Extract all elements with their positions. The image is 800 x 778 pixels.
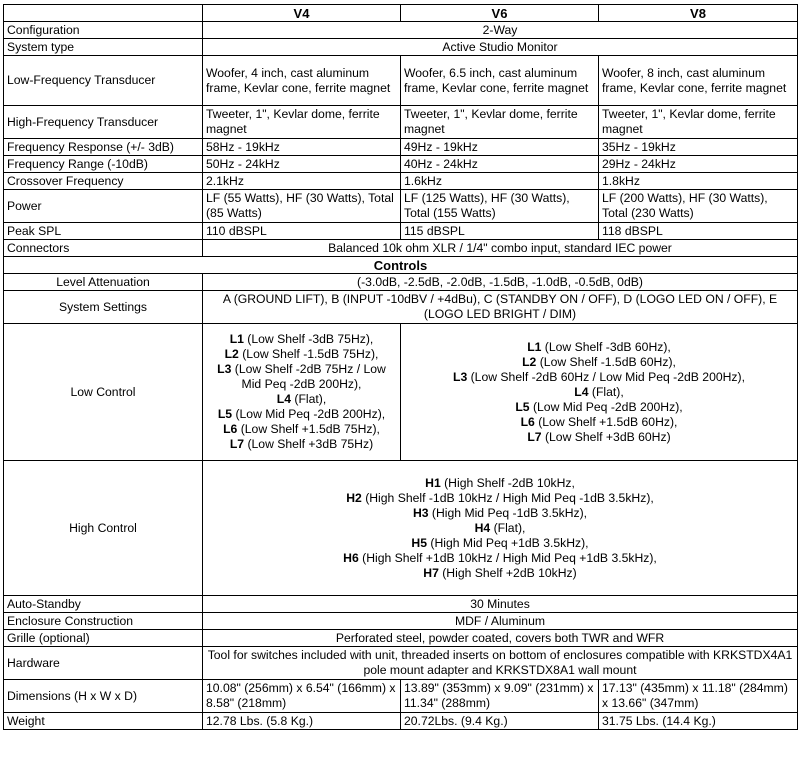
control-code: L2	[224, 347, 239, 361]
row-value-v4: Tweeter, 1", Kevlar dome, ferrite magnet	[203, 106, 401, 139]
low-control-v4	[203, 324, 401, 461]
control-code: H7	[423, 565, 439, 580]
row-label: Hardware	[4, 647, 203, 680]
control-option	[206, 536, 794, 551]
row-value-all: 2-Way	[203, 22, 798, 39]
control-code: L6	[223, 422, 238, 436]
row-value-all: Active Studio Monitor	[203, 39, 798, 56]
control-desc: (Low Shelf -1.5dB 60Hz),	[536, 354, 676, 369]
row-value-v4: 58Hz - 19kHz	[203, 139, 401, 156]
row-value-v4: 50Hz - 24kHz	[203, 156, 401, 173]
row-label: Configuration	[4, 22, 203, 39]
spec-row	[4, 240, 798, 257]
control-option	[206, 392, 397, 407]
row-label: Low-Frequency Transducer	[4, 56, 203, 106]
spec-row	[4, 613, 798, 630]
control-option	[206, 551, 794, 566]
level-attenuation-label: Level Attenuation	[4, 274, 203, 291]
header-model-v6: V6	[401, 5, 599, 22]
control-option	[404, 385, 794, 400]
row-value-v4: 2.1kHz	[203, 173, 401, 190]
control-option	[404, 340, 794, 355]
control-desc: (High Shelf +1dB 10kHz / High Mid Peq +1dB 3.5kHz),	[358, 550, 657, 565]
high-control-label: High Control	[4, 461, 203, 596]
row-value-v4: 110 dBSPL	[203, 223, 401, 240]
control-option	[206, 347, 397, 362]
control-option	[206, 422, 397, 437]
spec-row	[4, 647, 798, 680]
row-value-v6: 13.89" (353mm) x 9.09" (231mm) x 11.34" (288mm)	[401, 680, 599, 713]
system-settings-label: System Settings	[4, 291, 203, 324]
system-settings-value: A (GROUND LIFT), B (INPUT -10dBV / +4dBu), C (STANDBY ON / OFF), D (LOGO LED ON / OFF), E (LOGO LED BRIGHT / DIM)	[203, 291, 798, 324]
spec-row	[4, 56, 798, 106]
control-option	[206, 521, 794, 536]
control-code: H6	[343, 550, 359, 565]
control-option	[206, 362, 397, 392]
row-value-v8: 118 dBSPL	[599, 223, 798, 240]
level-attenuation-value: (-3.0dB, -2.5dB, -2.0dB, -1.5dB, -1.0dB, -0.5dB, 0dB)	[203, 274, 798, 291]
spec-row	[4, 106, 798, 139]
row-label: Crossover Frequency	[4, 173, 203, 190]
controls-section-row	[4, 257, 798, 274]
row-value-all: MDF / Aluminum	[203, 613, 798, 630]
control-option	[404, 415, 794, 430]
row-label: Auto-Standby	[4, 596, 203, 613]
control-option	[206, 506, 794, 521]
row-value-v8: 35Hz - 19kHz	[599, 139, 798, 156]
control-desc: (Low Shelf +1.5dB 75Hz),	[237, 422, 380, 436]
spec-row	[4, 713, 798, 730]
control-desc: (Low Shelf +3dB 60Hz)	[541, 429, 671, 444]
control-desc: (Low Shelf -3dB 75Hz),	[243, 332, 374, 346]
row-label: High-Frequency Transducer	[4, 106, 203, 139]
controls-heading: Controls	[4, 257, 798, 274]
control-desc: (Low Shelf -2dB 75Hz / Low Mid Peq -2dB 200Hz),	[231, 362, 386, 391]
control-code: L3	[217, 362, 232, 376]
high-control-values	[203, 461, 798, 596]
control-desc: (Low Mid Peq -2dB 200Hz),	[529, 399, 683, 414]
row-value-v8: Woofer, 8 inch, cast aluminum frame, Kevlar cone, ferrite magnet	[599, 56, 798, 106]
spec-row	[4, 596, 798, 613]
control-desc: (Flat),	[291, 392, 327, 406]
control-code: L5	[515, 399, 530, 414]
control-code: L4	[276, 392, 291, 406]
row-label: Connectors	[4, 240, 203, 257]
low-control-v6-v8	[401, 324, 798, 461]
control-option	[404, 400, 794, 415]
row-value-v8: 31.75 Lbs. (14.4 Kg.)	[599, 713, 798, 730]
control-code: H5	[411, 535, 428, 550]
header-model-v4: V4	[203, 5, 401, 22]
header-row	[4, 5, 798, 22]
control-option	[206, 437, 397, 452]
control-code: L4	[574, 384, 589, 399]
row-value-v8: 29Hz - 24kHz	[599, 156, 798, 173]
control-option	[206, 332, 397, 347]
spec-row	[4, 22, 798, 39]
row-value-all: Perforated steel, powder coated, covers both TWR and WFR	[203, 630, 798, 647]
control-desc: (Flat),	[490, 520, 526, 535]
spec-row	[4, 156, 798, 173]
row-value-v6: Woofer, 6.5 inch, cast aluminum frame, Kevlar cone, ferrite magnet	[401, 56, 599, 106]
spec-row	[4, 223, 798, 240]
control-option	[404, 430, 794, 445]
row-value-v6: 40Hz - 24kHz	[401, 156, 599, 173]
row-value-v6: LF (125 Watts), HF (30 Watts), Total (155 Watts)	[401, 190, 599, 223]
row-value-v8: 17.13" (435mm) x 11.18" (284mm) x 13.66" (347mm)	[599, 680, 798, 713]
control-desc: (Low Shelf -1.5dB 75Hz),	[238, 347, 379, 361]
spec-row	[4, 173, 798, 190]
row-value-all: 30 Minutes	[203, 596, 798, 613]
control-desc: (Low Shelf -2dB 60Hz / Low Mid Peq -2dB 200Hz),	[467, 369, 745, 384]
control-code: H4	[474, 520, 491, 535]
row-value-v6: Tweeter, 1", Kevlar dome, ferrite magnet	[401, 106, 599, 139]
control-desc: (High Shelf +2dB 10kHz)	[438, 565, 577, 580]
spec-table	[3, 4, 798, 730]
control-option	[404, 355, 794, 370]
row-value-v4: LF (55 Watts), HF (30 Watts), Total (85 Watts)	[203, 190, 401, 223]
row-label: Enclosure Construction	[4, 613, 203, 630]
row-value-v6: 1.6kHz	[401, 173, 599, 190]
row-value-v6: 115 dBSPL	[401, 223, 599, 240]
header-model-v8: V8	[599, 5, 798, 22]
spec-row	[4, 190, 798, 223]
spec-row	[4, 680, 798, 713]
control-code: L1	[229, 332, 244, 346]
row-label: Frequency Response (+/- 3dB)	[4, 139, 203, 156]
spec-row	[4, 630, 798, 647]
low-control-label: Low Control	[4, 324, 203, 461]
row-label: Grille (optional)	[4, 630, 203, 647]
spec-row	[4, 274, 798, 291]
row-label: Weight	[4, 713, 203, 730]
control-desc: (Flat),	[588, 384, 624, 399]
row-value-v6: 20.72Lbs. (9.4 Kg.)	[401, 713, 599, 730]
row-label: Power	[4, 190, 203, 223]
control-desc: (Low Shelf -3dB 60Hz),	[541, 339, 671, 354]
row-label: Dimensions (H x W x D)	[4, 680, 203, 713]
row-value-all: Tool for switches included with unit, threaded inserts on bottom of enclosures compatible with KRKSTDX4A1 pole mount adapter and KRKSTDX8A1 wall mount	[203, 647, 798, 680]
row-label: Frequency Range (-10dB)	[4, 156, 203, 173]
spec-row	[4, 291, 798, 324]
control-option	[404, 370, 794, 385]
row-value-v4: 12.78 Lbs. (5.8 Kg.)	[203, 713, 401, 730]
row-label: Peak SPL	[4, 223, 203, 240]
row-value-all: Balanced 10k ohm XLR / 1/4" combo input, standard IEC power	[203, 240, 798, 257]
control-code: L1	[527, 339, 542, 354]
control-code: H3	[412, 505, 429, 520]
high-control-row	[4, 461, 798, 596]
control-desc: (High Mid Peq -1dB 3.5kHz),	[428, 505, 588, 520]
spec-row	[4, 39, 798, 56]
control-code: L7	[229, 437, 245, 451]
header-corner	[4, 5, 203, 22]
row-value-v8: 1.8kHz	[599, 173, 798, 190]
row-value-v8: Tweeter, 1", Kevlar dome, ferrite magnet	[599, 106, 798, 139]
control-desc: (High Mid Peq +1dB 3.5kHz),	[427, 535, 589, 550]
spec-row	[4, 139, 798, 156]
row-label: System type	[4, 39, 203, 56]
row-value-v6: 49Hz - 19kHz	[401, 139, 599, 156]
row-value-v4: 10.08" (256mm) x 6.54" (166mm) x 8.58" (218mm)	[203, 680, 401, 713]
control-desc: (Low Mid Peq -2dB 200Hz),	[232, 407, 386, 421]
row-value-v8: LF (200 Watts), HF (30 Watts), Total (230 Watts)	[599, 190, 798, 223]
control-code: H1	[425, 475, 441, 490]
control-code: L7	[527, 429, 542, 444]
control-code: L3	[453, 369, 468, 384]
control-desc: (Low Shelf +3dB 75Hz)	[244, 437, 374, 451]
control-code: L5	[217, 407, 233, 421]
row-value-v4: Woofer, 4 inch, cast aluminum frame, Kevlar cone, ferrite magnet	[203, 56, 401, 106]
control-option	[206, 476, 794, 491]
low-control-row	[4, 324, 798, 461]
control-option	[206, 491, 794, 506]
control-desc: (Low Shelf +1.5dB 60Hz),	[534, 414, 678, 429]
control-code: L6	[520, 414, 535, 429]
control-code: L2	[522, 354, 537, 369]
control-desc: (High Shelf -1dB 10kHz / High Mid Peq -1dB 3.5kHz),	[361, 490, 654, 505]
control-code: H2	[346, 490, 362, 505]
control-option	[206, 566, 794, 581]
control-option	[206, 407, 397, 422]
control-desc: (High Shelf -2dB 10kHz,	[440, 475, 575, 490]
